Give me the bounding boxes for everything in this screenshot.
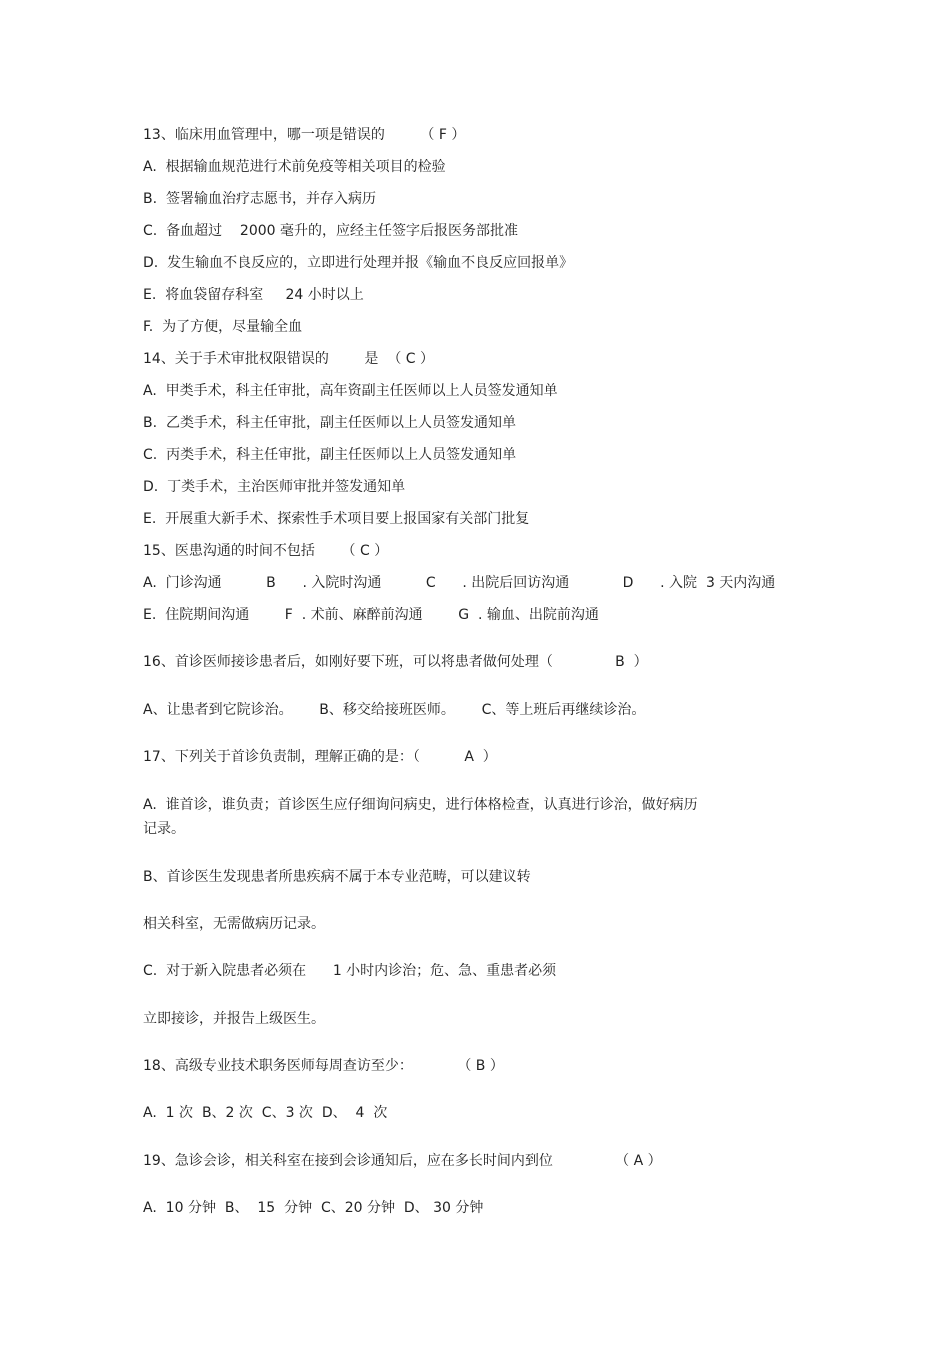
q17-option-a-cont: 记录。 [143,821,185,837]
q15-options-a-d: A. 门诊沟通 B . 入院时沟通 C . 出院后回访沟通 D . 入院 3 天内沟通 [143,575,776,591]
q16-options: A、让患者到它院诊治。 B、移交给接班医师。 C、等上班后再继续诊治。 [143,702,646,718]
q19-options: A. 10 分钟 B、 15 分钟 C、20 分钟 D、 30 分钟 [143,1200,484,1216]
q13-option-b: B. 签署输血治疗志愿书，并存入病历 [143,191,376,207]
q13-option-c: C. 备血超过 2000 毫升的，应经主任签字后报医务部批准 [143,223,519,239]
q18-options: A. 1 次 B、2 次 C、3 次 D、 4 次 [143,1105,388,1121]
q17-option-a: A. 谁首诊，谁负责；首诊医生应仔细询问病史，进行体格检查，认真进行诊治，做好病历 [143,797,698,813]
q17-option-c-cont: 立即接诊，并报告上级医生。 [143,1011,325,1027]
q17-option-b-cont: 相关科室，无需做病历记录。 [143,916,325,932]
q14-option-a: A. 甲类手术，科主任审批，高年资副主任医师以上人员签发通知单 [143,383,558,399]
q13-option-a: A. 根据输血规范进行术前免疫等相关项目的检验 [143,159,446,175]
q17-option-b: B、首诊医生发现患者所患疾病不属于本专业范畴，可以建议转 [143,869,531,885]
question-18: 18、高级专业技术职务医师每周查访至少： （ B ） [143,1058,504,1074]
question-16: 16、首诊医师接诊患者后，如刚好要下班，可以将患者做何处理（ B ） [143,654,648,670]
question-14: 14、关于手术审批权限错误的 是 （ C ） [143,351,434,367]
q14-option-c: C. 丙类手术，科主任审批，副主任医师以上人员签发通知单 [143,447,517,463]
q13-option-e: E. 将血袋留存科室 24 小时以上 [143,287,364,303]
question-19: 19、急诊会诊，相关科室在接到会诊通知后，应在多长时间内到位 （ A ） [143,1153,662,1169]
question-17: 17、下列关于首诊负责制，理解正确的是：（ A ） [143,749,497,765]
q15-options-e-g: E. 住院期间沟通 F . 术前、麻醉前沟通 G . 输血、出院前沟通 [143,607,599,623]
q14-option-d: D. 丁类手术，主治医师审批并签发通知单 [143,479,406,495]
question-15: 15、医患沟通的时间不包括 （ C ） [143,543,389,559]
question-13: 13、临床用血管理中，哪一项是错误的 （ F ） [143,127,466,143]
q17-option-c: C. 对于新入院患者必须在 1 小时内诊治；危、急、重患者必须 [143,963,557,979]
q13-option-f: F. 为了方便，尽量输全血 [143,319,303,335]
q14-option-b: B. 乙类手术，科主任审批，副主任医师以上人员签发通知单 [143,415,516,431]
q14-option-e: E. 开展重大新手术、探索性手术项目要上报国家有关部门批复 [143,511,530,527]
q13-option-d: D. 发生输血不良反应的，立即进行处理并报《输血不良反应回报单》 [143,255,574,271]
